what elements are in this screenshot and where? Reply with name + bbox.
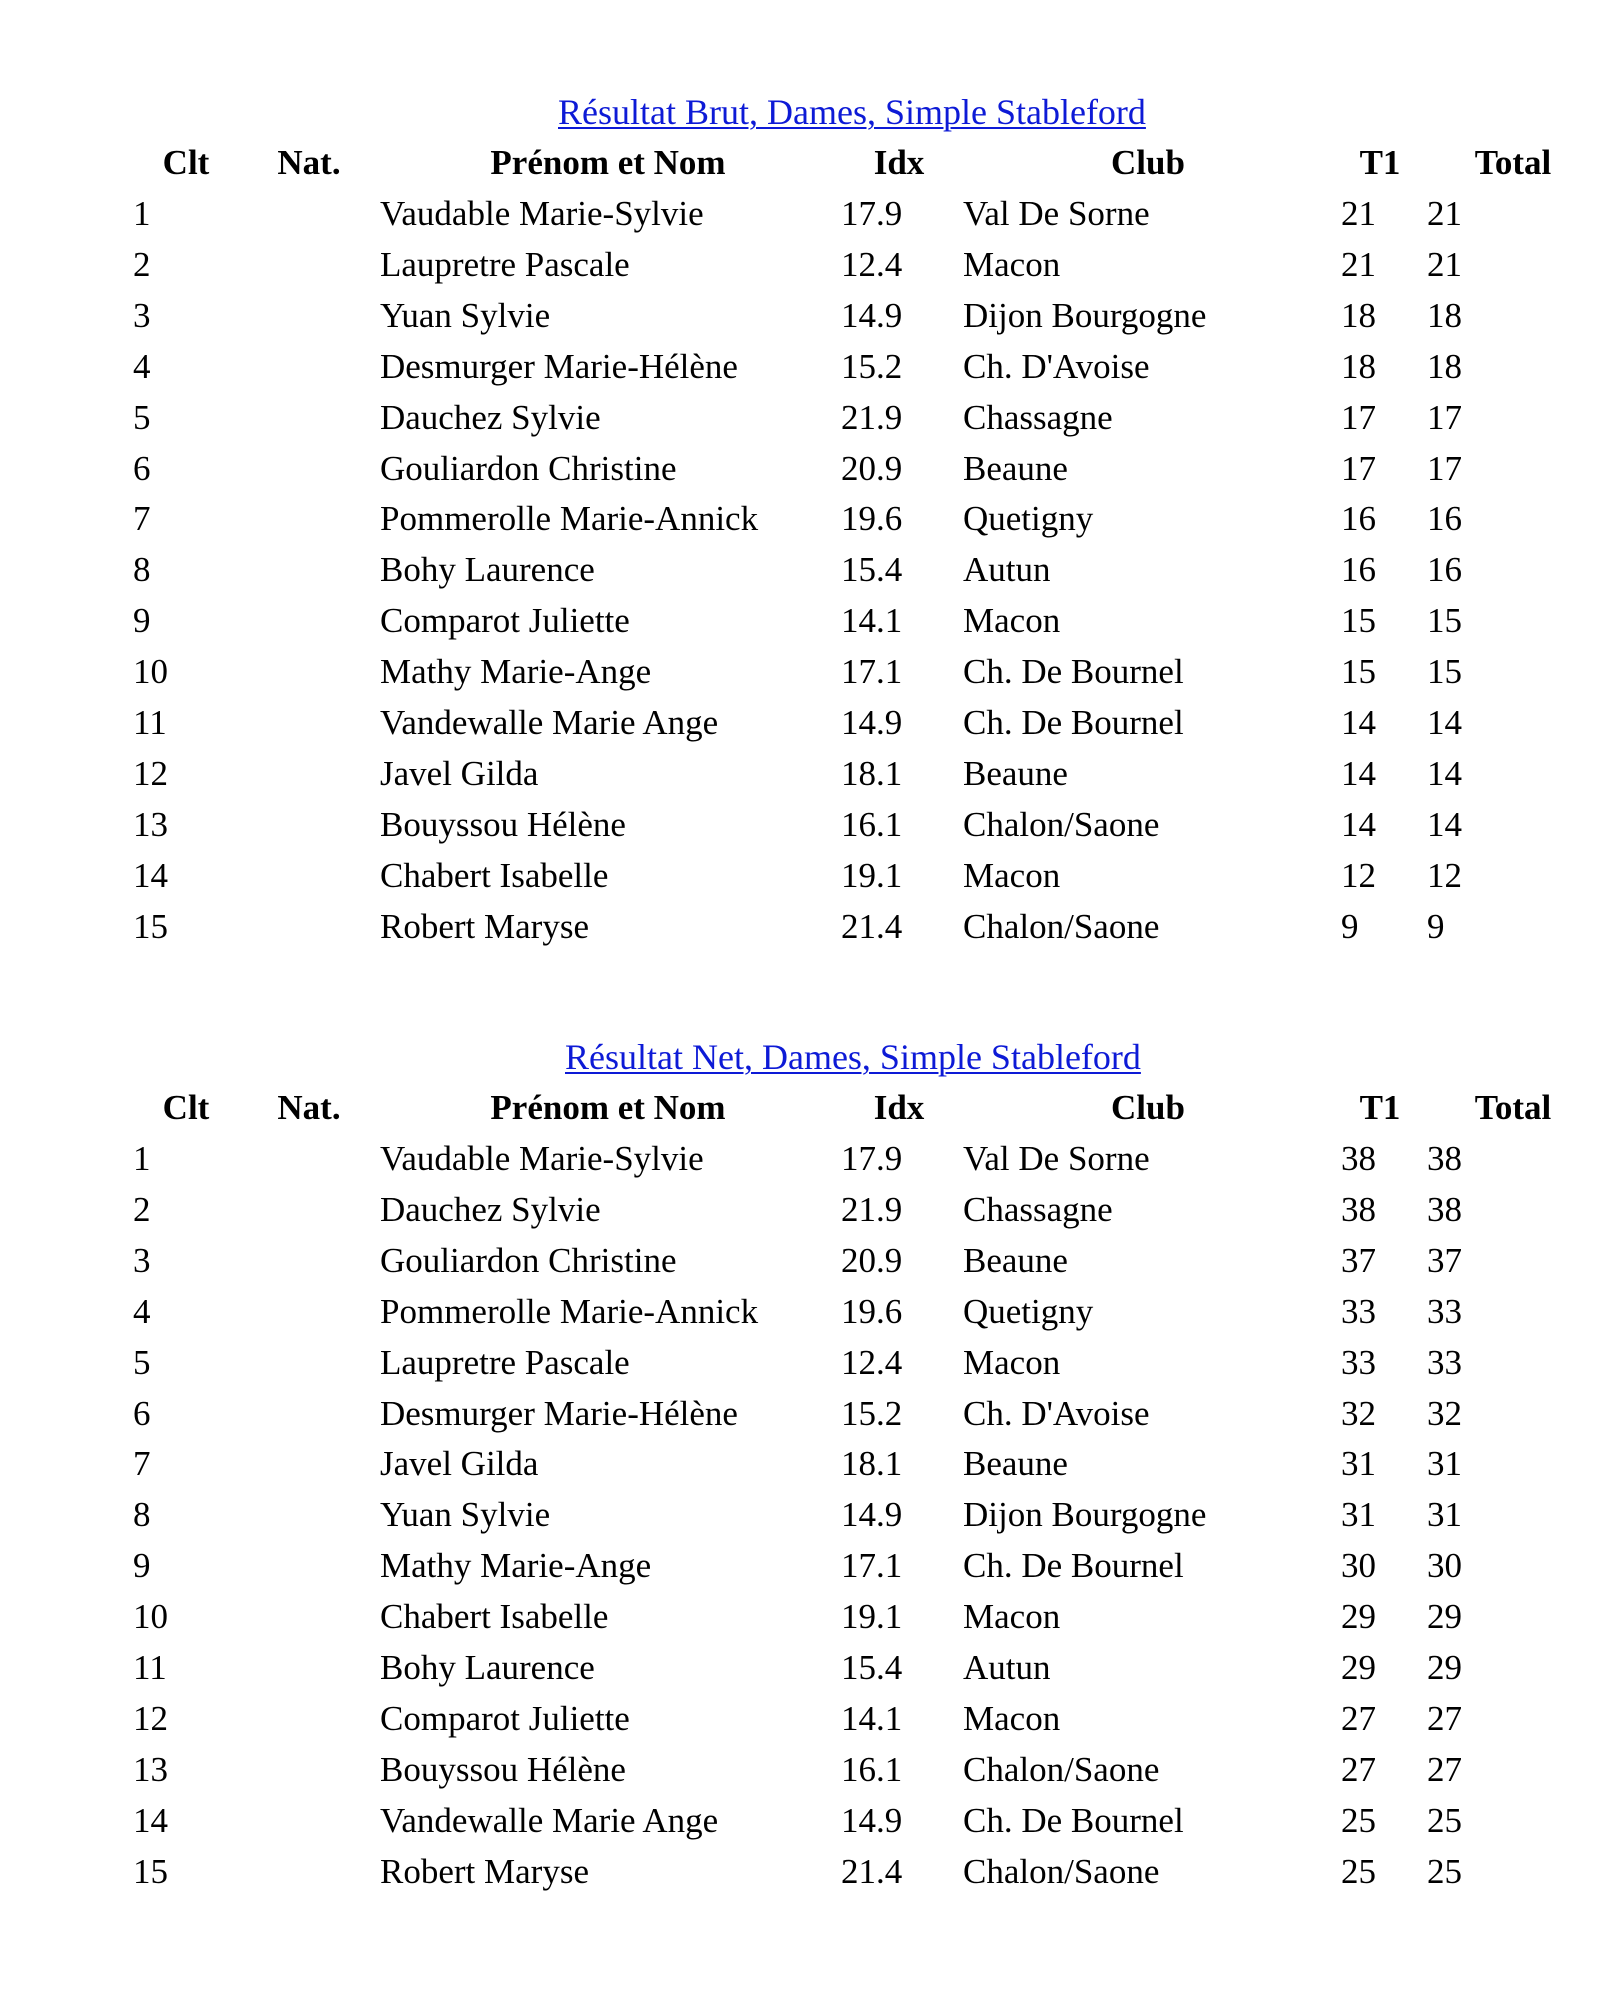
header-club: Club <box>1111 1088 1185 1127</box>
cell-idx: 14.1 <box>841 1698 903 1738</box>
cell-total: 9 <box>1427 906 1445 946</box>
cell-name: Javel Gilda <box>380 1444 539 1484</box>
cell-name: Yuan Sylvie <box>380 1495 551 1535</box>
table-row <box>0 799 1624 850</box>
cell-name: Pommerolle Marie-Annick <box>380 499 759 539</box>
cell-t1: 33 <box>1341 1291 1376 1331</box>
cell-t1: 15 <box>1341 601 1376 641</box>
table-row <box>0 1540 1624 1591</box>
cell-clt: 11 <box>133 1648 167 1687</box>
cell-clt: 6 <box>133 448 151 488</box>
cell-t1: 15 <box>1341 652 1376 692</box>
cell-club: Chalon/Saone <box>963 1851 1160 1891</box>
cell-club: Dijon Bourgogne <box>963 1495 1207 1535</box>
cell-total: 27 <box>1427 1698 1462 1738</box>
cell-clt: 2 <box>133 244 151 284</box>
cell-idx: 19.6 <box>841 499 903 539</box>
header-nat: Nat. <box>277 1088 341 1127</box>
cell-total: 25 <box>1427 1851 1462 1891</box>
header-total: Total <box>1474 1088 1552 1127</box>
cell-total: 16 <box>1427 499 1462 539</box>
cell-name: Robert Maryse <box>380 906 589 946</box>
cell-idx: 17.1 <box>841 652 903 692</box>
cell-clt: 1 <box>133 1139 151 1178</box>
cell-clt: 3 <box>133 1240 151 1280</box>
cell-name: Vaudable Marie-Sylvie <box>380 1139 704 1178</box>
cell-total: 15 <box>1427 601 1462 641</box>
cell-name: Laupretre Pascale <box>380 1342 630 1382</box>
cell-clt: 6 <box>133 1393 151 1433</box>
cell-t1: 17 <box>1341 397 1376 437</box>
cell-idx: 12.4 <box>841 1342 903 1382</box>
cell-name: Comparot Juliette <box>380 601 630 641</box>
cell-idx: 19.1 <box>841 1597 903 1637</box>
cell-idx: 17.1 <box>841 1546 903 1586</box>
header-t1: T1 <box>1359 1088 1401 1127</box>
cell-clt: 5 <box>133 1342 151 1382</box>
table-row <box>0 1489 1624 1540</box>
table-row <box>0 188 1624 239</box>
cell-t1: 27 <box>1341 1698 1376 1738</box>
cell-idx: 14.9 <box>841 1800 903 1840</box>
cell-total: 38 <box>1427 1189 1462 1229</box>
cell-club: Ch. D'Avoise <box>963 346 1150 386</box>
cell-club: Beaune <box>963 448 1068 488</box>
cell-idx: 19.1 <box>841 855 903 895</box>
cell-name: Chabert Isabelle <box>380 855 609 895</box>
cell-t1: 17 <box>1341 448 1376 488</box>
table-row <box>0 443 1624 494</box>
header-total: Total <box>1474 143 1552 182</box>
cell-t1: 38 <box>1341 1139 1376 1178</box>
cell-total: 29 <box>1427 1597 1462 1637</box>
cell-total: 33 <box>1427 1291 1462 1331</box>
cell-club: Macon <box>963 1698 1061 1738</box>
cell-idx: 15.2 <box>841 346 903 386</box>
cell-t1: 25 <box>1341 1800 1376 1840</box>
net-table-header <box>0 1082 1624 1133</box>
cell-total: 14 <box>1427 804 1462 844</box>
cell-t1: 18 <box>1341 295 1376 335</box>
cell-t1: 18 <box>1341 346 1376 386</box>
cell-total: 31 <box>1427 1495 1462 1535</box>
table-row <box>0 1744 1624 1795</box>
cell-idx: 21.4 <box>841 906 903 946</box>
cell-t1: 16 <box>1341 499 1376 539</box>
cell-idx: 20.9 <box>841 1240 903 1280</box>
table-row <box>0 1795 1624 1846</box>
cell-t1: 21 <box>1341 244 1376 284</box>
cell-club: Macon <box>963 1597 1061 1637</box>
cell-name: Bohy Laurence <box>380 550 595 590</box>
table-row <box>0 341 1624 392</box>
cell-clt: 1 <box>133 194 151 233</box>
cell-club: Beaune <box>963 1444 1068 1484</box>
cell-clt: 8 <box>133 1495 151 1535</box>
cell-t1: 12 <box>1341 855 1376 895</box>
cell-idx: 14.1 <box>841 601 903 641</box>
cell-name: Gouliardon Christine <box>380 1240 677 1280</box>
table-row <box>0 1438 1624 1489</box>
cell-club: Macon <box>963 601 1061 641</box>
brut-results-title-link[interactable]: Résultat Brut, Dames, Simple Stableford <box>558 92 1146 132</box>
cell-name: Yuan Sylvie <box>380 295 551 335</box>
cell-clt: 12 <box>133 753 168 793</box>
cell-total: 17 <box>1427 397 1462 437</box>
brut-title-container <box>0 92 1624 132</box>
cell-t1: 27 <box>1341 1749 1376 1789</box>
cell-total: 14 <box>1427 703 1462 742</box>
cell-name: Vaudable Marie-Sylvie <box>380 194 704 233</box>
cell-total: 21 <box>1427 194 1462 233</box>
table-row <box>0 392 1624 443</box>
header-club: Club <box>1111 143 1185 182</box>
cell-t1: 37 <box>1341 1240 1376 1280</box>
cell-name: Bouyssou Hélène <box>380 1749 626 1789</box>
cell-name: Chabert Isabelle <box>380 1597 609 1637</box>
table-row <box>0 1133 1624 1184</box>
cell-name: Dauchez Sylvie <box>380 1189 601 1229</box>
cell-total: 17 <box>1427 448 1462 488</box>
cell-total: 31 <box>1427 1444 1462 1484</box>
cell-idx: 14.9 <box>841 1495 903 1535</box>
table-row <box>0 1642 1624 1693</box>
header-nat: Nat. <box>277 143 341 182</box>
cell-total: 16 <box>1427 550 1462 590</box>
cell-name: Mathy Marie-Ange <box>380 652 652 692</box>
cell-club: Macon <box>963 1342 1061 1382</box>
table-row <box>0 1693 1624 1744</box>
cell-club: Beaune <box>963 1240 1068 1280</box>
cell-t1: 16 <box>1341 550 1376 590</box>
cell-total: 12 <box>1427 855 1462 895</box>
cell-club: Beaune <box>963 753 1068 793</box>
cell-total: 32 <box>1427 1393 1462 1433</box>
header-name: Prénom et Nom <box>490 1088 726 1127</box>
cell-t1: 29 <box>1341 1648 1376 1687</box>
cell-idx: 17.9 <box>841 1139 903 1178</box>
cell-clt: 10 <box>133 1597 168 1637</box>
cell-total: 30 <box>1427 1546 1462 1586</box>
cell-t1: 33 <box>1341 1342 1376 1382</box>
cell-club: Quetigny <box>963 499 1094 539</box>
brut-table-header <box>0 137 1624 188</box>
cell-idx: 21.9 <box>841 397 903 437</box>
cell-clt: 4 <box>133 346 151 386</box>
cell-name: Vandewalle Marie Ange <box>380 1800 719 1840</box>
cell-t1: 29 <box>1341 1597 1376 1637</box>
cell-club: Chalon/Saone <box>963 804 1160 844</box>
cell-total: 15 <box>1427 652 1462 692</box>
cell-t1: 14 <box>1341 753 1376 793</box>
cell-total: 14 <box>1427 753 1462 793</box>
cell-idx: 18.1 <box>841 1444 903 1484</box>
table-row <box>0 595 1624 646</box>
cell-name: Javel Gilda <box>380 753 539 793</box>
cell-club: Autun <box>963 550 1051 590</box>
cell-clt: 2 <box>133 1189 151 1229</box>
cell-total: 37 <box>1427 1240 1462 1280</box>
net-results-title-link[interactable]: Résultat Net, Dames, Simple Stableford <box>565 1037 1141 1077</box>
cell-club: Chassagne <box>963 1189 1113 1229</box>
table-row <box>0 1846 1624 1897</box>
net-title-container <box>0 1037 1624 1077</box>
cell-t1: 30 <box>1341 1546 1376 1586</box>
table-row <box>0 544 1624 595</box>
table-row <box>0 901 1624 952</box>
cell-idx: 14.9 <box>841 295 903 335</box>
cell-club: Ch. De Bournel <box>963 1800 1184 1840</box>
cell-idx: 18.1 <box>841 753 903 793</box>
cell-t1: 38 <box>1341 1189 1376 1229</box>
cell-clt: 13 <box>133 1749 168 1789</box>
cell-total: 21 <box>1427 244 1462 284</box>
cell-club: Ch. D'Avoise <box>963 1393 1150 1433</box>
cell-club: Ch. De Bournel <box>963 703 1184 742</box>
cell-clt: 4 <box>133 1291 151 1331</box>
cell-name: Comparot Juliette <box>380 1698 630 1738</box>
cell-total: 25 <box>1427 1800 1462 1840</box>
cell-club: Chalon/Saone <box>963 1749 1160 1789</box>
cell-club: Chalon/Saone <box>963 906 1160 946</box>
header-idx: Idx <box>873 1088 925 1127</box>
cell-t1: 21 <box>1341 194 1376 233</box>
cell-idx: 12.4 <box>841 244 903 284</box>
cell-total: 38 <box>1427 1139 1462 1178</box>
table-row <box>0 1286 1624 1337</box>
cell-idx: 14.9 <box>841 703 903 742</box>
cell-t1: 14 <box>1341 703 1376 742</box>
cell-name: Mathy Marie-Ange <box>380 1546 652 1586</box>
cell-club: Macon <box>963 855 1061 895</box>
cell-t1: 31 <box>1341 1495 1376 1535</box>
cell-name: Pommerolle Marie-Annick <box>380 1291 759 1331</box>
table-row <box>0 850 1624 901</box>
table-row <box>0 697 1624 748</box>
cell-idx: 17.9 <box>841 194 903 233</box>
cell-total: 18 <box>1427 346 1462 386</box>
cell-name: Laupretre Pascale <box>380 244 630 284</box>
cell-club: Ch. De Bournel <box>963 1546 1184 1586</box>
cell-idx: 16.1 <box>841 1749 903 1789</box>
cell-clt: 15 <box>133 906 168 946</box>
cell-idx: 15.4 <box>841 1648 903 1687</box>
cell-clt: 9 <box>133 601 151 641</box>
cell-name: Gouliardon Christine <box>380 448 677 488</box>
cell-t1: 25 <box>1341 1851 1376 1891</box>
cell-idx: 15.2 <box>841 1393 903 1433</box>
cell-clt: 3 <box>133 295 151 335</box>
cell-idx: 16.1 <box>841 804 903 844</box>
table-row <box>0 1591 1624 1642</box>
cell-idx: 21.9 <box>841 1189 903 1229</box>
cell-t1: 14 <box>1341 804 1376 844</box>
cell-idx: 19.6 <box>841 1291 903 1331</box>
cell-total: 33 <box>1427 1342 1462 1382</box>
cell-clt: 10 <box>133 652 168 692</box>
header-clt: Clt <box>162 143 210 182</box>
cell-clt: 8 <box>133 550 151 590</box>
cell-idx: 21.4 <box>841 1851 903 1891</box>
cell-clt: 9 <box>133 1546 151 1586</box>
cell-club: Quetigny <box>963 1291 1094 1331</box>
cell-name: Robert Maryse <box>380 1851 589 1891</box>
cell-clt: 14 <box>133 1800 168 1840</box>
cell-club: Autun <box>963 1648 1051 1687</box>
table-row <box>0 1388 1624 1439</box>
cell-idx: 15.4 <box>841 550 903 590</box>
cell-total: 18 <box>1427 295 1462 335</box>
cell-name: Desmurger Marie-Hélène <box>380 346 738 386</box>
cell-clt: 14 <box>133 855 168 895</box>
table-row <box>0 239 1624 290</box>
cell-name: Desmurger Marie-Hélène <box>380 1393 738 1433</box>
cell-total: 29 <box>1427 1648 1462 1687</box>
table-row <box>0 646 1624 697</box>
cell-club: Val De Sorne <box>963 1139 1150 1178</box>
cell-club: Dijon Bourgogne <box>963 295 1207 335</box>
table-row <box>0 493 1624 544</box>
cell-name: Dauchez Sylvie <box>380 397 601 437</box>
cell-club: Chassagne <box>963 397 1113 437</box>
cell-clt: 7 <box>133 499 151 539</box>
header-clt: Clt <box>162 1088 210 1127</box>
cell-clt: 11 <box>133 703 167 742</box>
header-t1: T1 <box>1359 143 1401 182</box>
cell-total: 27 <box>1427 1749 1462 1789</box>
cell-club: Val De Sorne <box>963 194 1150 233</box>
cell-t1: 9 <box>1341 906 1359 946</box>
cell-name: Bouyssou Hélène <box>380 804 626 844</box>
table-row <box>0 1337 1624 1388</box>
header-name: Prénom et Nom <box>490 143 726 182</box>
table-row <box>0 290 1624 341</box>
cell-t1: 32 <box>1341 1393 1376 1433</box>
cell-clt: 7 <box>133 1444 151 1484</box>
cell-t1: 31 <box>1341 1444 1376 1484</box>
cell-club: Macon <box>963 244 1061 284</box>
cell-clt: 13 <box>133 804 168 844</box>
cell-idx: 20.9 <box>841 448 903 488</box>
header-idx: Idx <box>873 143 925 182</box>
cell-clt: 15 <box>133 1851 168 1891</box>
cell-clt: 5 <box>133 397 151 437</box>
cell-clt: 12 <box>133 1698 168 1738</box>
cell-name: Vandewalle Marie Ange <box>380 703 719 742</box>
cell-club: Ch. De Bournel <box>963 652 1184 692</box>
table-row <box>0 1235 1624 1286</box>
table-row <box>0 748 1624 799</box>
table-row <box>0 1184 1624 1235</box>
cell-name: Bohy Laurence <box>380 1648 595 1687</box>
